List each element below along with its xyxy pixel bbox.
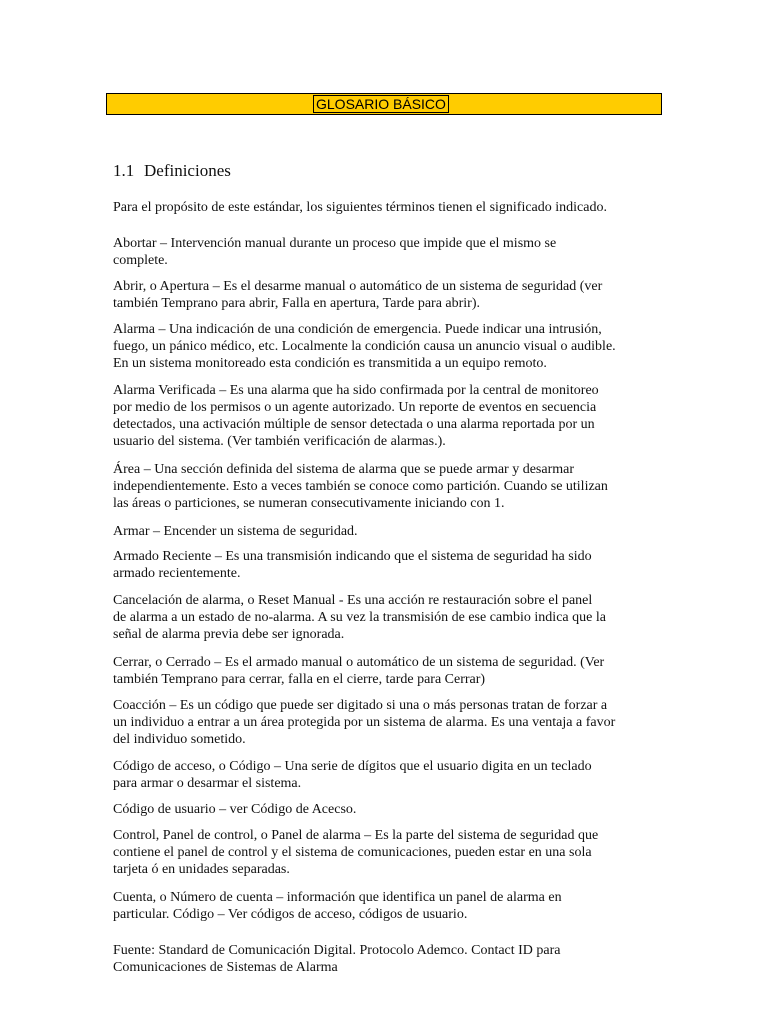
- definition-line: Alarma – Una indicación de una condición de emergencia. Puede indicar una intrusión,: [113, 322, 602, 337]
- definition-line: Área – Una sección definida del sistema de alarma que se puede armar y desarmar: [113, 462, 575, 477]
- definition-line: Control, Panel de control, o Panel de alarma – Es la parte del sistema de seguridad que: [113, 828, 599, 843]
- definition-line: de alarma a un estado de no-alarma. A su vez la transmisión de ese cambio indica que la: [113, 610, 606, 625]
- definition-area: [113, 461, 658, 512]
- definition-line: particular. Código – Ver códigos de acceso, códigos de usuario.: [113, 907, 468, 922]
- section-heading: [113, 160, 231, 182]
- definition-line: Abortar – Intervención manual durante un proceso que impide que el mismo se: [113, 236, 557, 251]
- definition-codigo-usuario: [113, 801, 658, 818]
- definition-line: Alarma Verificada – Es una alarma que ha sido confirmada por la central de monitoreo: [113, 383, 599, 398]
- definition-codigo-acceso: [113, 758, 658, 792]
- definition-line: Cuenta, o Número de cuenta – información que identifica un panel de alarma en: [113, 890, 562, 905]
- definition-line: también Temprano para abrir, Falla en apertura, Tarde para abrir).: [113, 296, 481, 311]
- intro-line: Para el propósito de este estándar, los siguientes términos tienen el significado indicado.: [113, 200, 607, 215]
- section-title: Definiciones: [144, 161, 231, 180]
- intro-paragraph: [113, 199, 658, 216]
- definition-line: tarjeta ó en unidades separadas.: [113, 862, 290, 877]
- definition-line: para armar o desarmar el sistema.: [113, 776, 302, 791]
- definition-line: usuario del sistema. (Ver también verificación de alarmas.).: [113, 434, 446, 449]
- definition-control: [113, 827, 658, 878]
- definition-line: Cancelación de alarma, o Reset Manual - Es una acción re restauración sobre el panel: [113, 593, 593, 608]
- definition-armar: [113, 523, 658, 540]
- definition-line: Código de acceso, o Código – Una serie de dígitos que el usuario digita en un teclado: [113, 759, 592, 774]
- definition-line: las áreas o particiones, se numeran consecutivamente iniciando con 1.: [113, 496, 505, 511]
- source-citation: [113, 942, 658, 976]
- definition-line: Código de usuario – ver Código de Acecso.: [113, 802, 357, 817]
- definition-line: detectados, una activación múltiple de sensor detectada o una alarma reportada por un: [113, 417, 595, 432]
- definition-line: un individuo a entrar a un área protegida por un sistema de alarma. Es una ventaja a favor: [113, 715, 616, 730]
- definition-line: del individuo sometido.: [113, 732, 246, 747]
- definition-cerrar: [113, 654, 658, 688]
- source-line: Comunicaciones de Sistemas de Alarma: [113, 960, 338, 975]
- document-title: GLOSARIO BÁSICO: [313, 95, 449, 113]
- definition-line: señal de alarma previa debe ser ignorada.: [113, 627, 345, 642]
- definition-line: Armar – Encender un sistema de seguridad.: [113, 524, 358, 539]
- definition-cuenta: [113, 889, 658, 923]
- definition-line: fuego, un pánico médico, etc. Localmente la condición causa un anuncio visual o audible.: [113, 339, 616, 354]
- definition-line: armado recientemente.: [113, 566, 241, 581]
- definition-abortar: [113, 235, 658, 269]
- definition-alarma-verificada: [113, 382, 658, 450]
- definition-abrir: [113, 278, 658, 312]
- definition-line: independientemente. Esto a veces también se conoce como partición. Cuando se utilizan: [113, 479, 608, 494]
- definition-armado-reciente: [113, 548, 658, 582]
- definition-line: por medio de los permisos o un agente autorizado. Un reporte de eventos en secuencia: [113, 400, 597, 415]
- title-banner: [106, 93, 662, 115]
- definition-line: también Temprano para cerrar, falla en el cierre, tarde para Cerrar): [113, 672, 486, 687]
- definition-line: Abrir, o Apertura – Es el desarme manual o automático de un sistema de seguridad (ver: [113, 279, 603, 294]
- definition-line: Coacción – Es un código que puede ser digitado si una o más personas tratan de forzar a: [113, 698, 608, 713]
- definition-cancelacion: [113, 592, 658, 643]
- definition-line: Cerrar, o Cerrado – Es el armado manual o automático de un sistema de seguridad. (Ver: [113, 655, 605, 670]
- definition-line: complete.: [113, 253, 168, 268]
- source-line: Fuente: Standard de Comunicación Digital. Protocolo Ademco. Contact ID para: [113, 943, 561, 958]
- definition-line: contiene el panel de control y el sistema de comunicaciones, pueden estar en una sola: [113, 845, 592, 860]
- definition-alarma: [113, 321, 658, 372]
- section-number: 1.1: [113, 161, 135, 180]
- definition-line: Armado Reciente – Es una transmisión indicando que el sistema de seguridad ha sido: [113, 549, 592, 564]
- definition-line: En un sistema monitoreado esta condición es transmitida a un equipo remoto.: [113, 356, 547, 371]
- definition-coaccion: [113, 697, 658, 748]
